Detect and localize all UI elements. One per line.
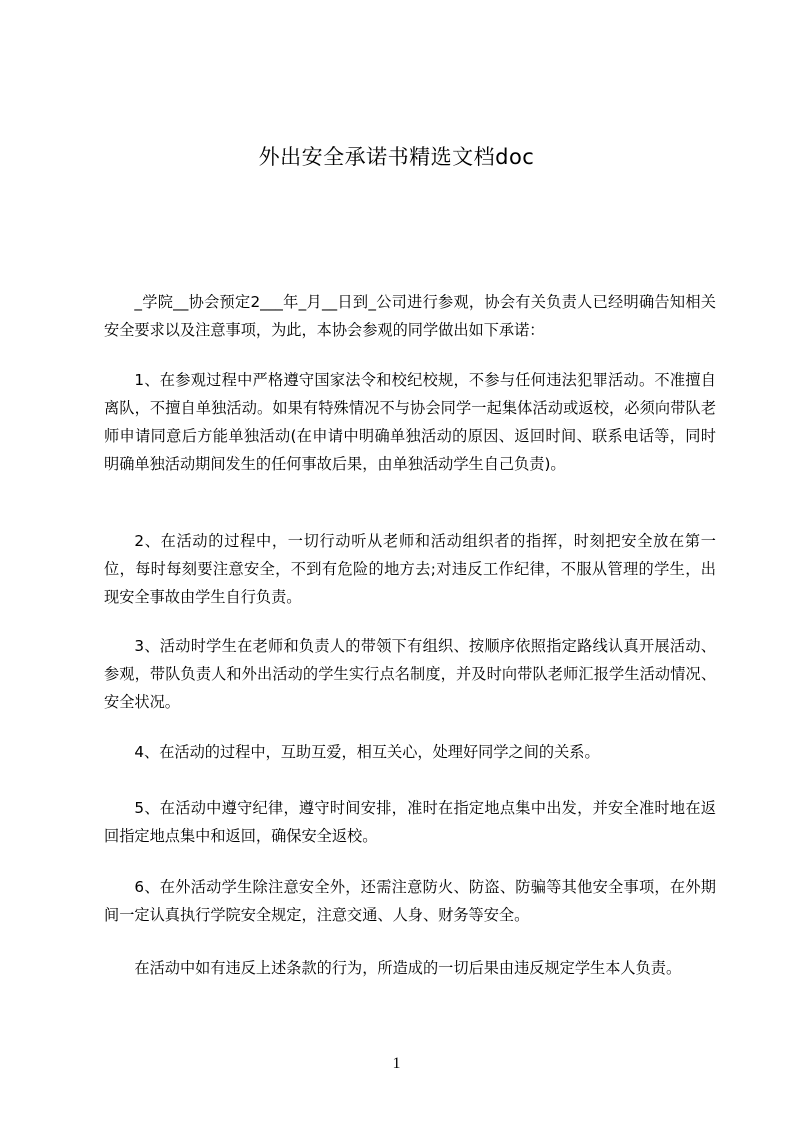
clause-3-paragraph: 3、活动时学生在老师和负责人的带领下有组织、按顺序依照指定路线认真开展活动、参观，带队负责人和外出活动的学生实行点名制度，并及时向带队老师汇报学生活动情况、安全状况。	[104, 637, 716, 711]
clause-2-paragraph: 2、在活动的过程中，一切行动听从老师和活动组织者的指挥，时刻把安全放在第一位，每时每刻要注意安全，不到有危险的地方去;对违反工作纪律，不服从管理的学生，出现安全事故由学生自行负责。	[104, 532, 716, 606]
document-title: 外出安全承诺书精选文档doc	[258, 145, 535, 169]
page-number: 1	[392, 1055, 401, 1072]
intro-paragraph: _学院__协会预定2___年_月__日到_公司进行参观，协会有关负责人已经明确告知相关安全要求以及注意事项，为此，本协会参观的同学做出如下承诺：	[104, 293, 716, 339]
clause-6-paragraph: 6、在外活动学生除注意安全外，还需注意防火、防盗、防骗等其他安全事项，在外期间一定认真执行学院安全规定，注意交通、人身、财务等安全。	[104, 878, 716, 924]
clause-1-paragraph: 1、在参观过程中严格遵守国家法令和校纪校规，不参与任何违法犯罪活动。不准擅自离队，不擅自单独活动。如果有特殊情况不与协会同学一起集体活动或返校，必须向带队老师申请同意后方能单独活动(在申请中明确单独活动的原因、返回时间、联系电话等，同时明确单独活动期间发生的任何事故后果，由单独活动学生自己负责)。	[104, 371, 716, 473]
clause-5-paragraph: 5、在活动中遵守纪律，遵守时间安排，准时在指定地点集中出发，并安全准时地在返回指定地点集中和返回，确保安全返校。	[104, 799, 716, 845]
closing-paragraph: 在活动中如有违反上述条款的行为，所造成的一切后果由违反规定学生本人负责。	[134, 959, 682, 977]
clause-4-paragraph: 4、在活动的过程中，互助互爱，相互关心，处理好同学之间的关系。	[134, 743, 600, 761]
